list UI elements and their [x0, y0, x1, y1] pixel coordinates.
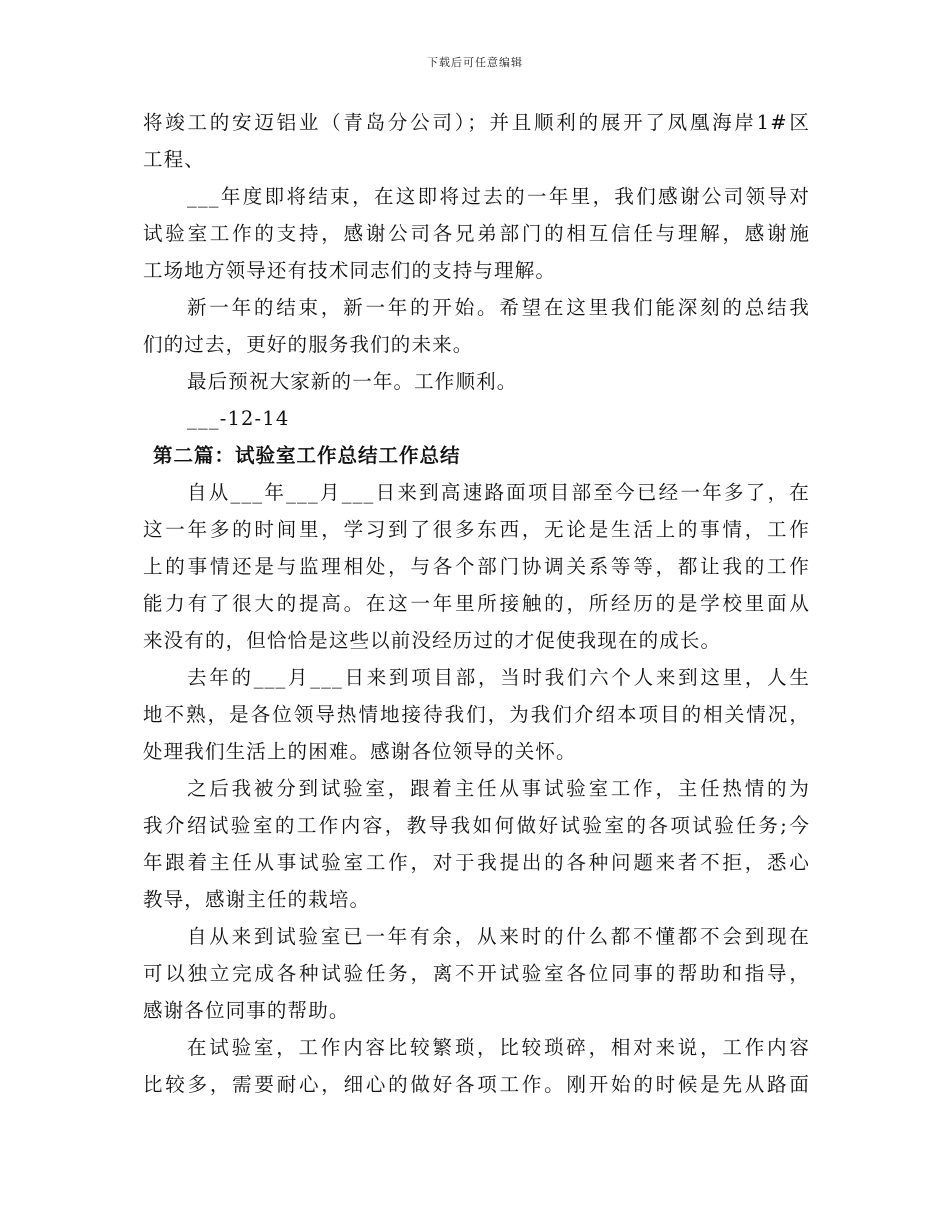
text-line: 们的过去，更好的服务我们的未来。: [143, 333, 474, 356]
text-line: 年跟着主任从事试验室工作，对于我提出的各种问题来者不拒，悉心: [143, 851, 810, 874]
paragraph-start-line: ___年度即将结束，在这即将过去的一年里，我们感谢公司领导对: [187, 185, 810, 208]
text-line: 比较多，需要耐心，细心的做好各项工作。刚开始的时候是先从路面: [143, 1073, 810, 1096]
text-line: 感谢各位同事的帮助。: [143, 999, 350, 1022]
paragraph-start-line: 去年的___月___日来到项目部，当时我们六个人来到这里，人生: [187, 666, 810, 689]
text-line: 地不熟，是各位领导热情地接待我们，为我们介绍本项目的相关情况，: [143, 703, 810, 726]
text-line: 工场地方领导还有技术同志们的支持与理解。: [143, 259, 557, 282]
text-line: 上的事情还是与监理相处，与各个部门协调关系等等，都让我的工作: [143, 555, 810, 578]
paragraph-start-line: 之后我被分到试验室，跟着主任从事试验室工作，主任热情的为: [187, 777, 810, 800]
paragraph-start-line: 新一年的结束，新一年的开始。希望在这里我们能深刻的总结我: [187, 296, 810, 319]
text-line: 可以独立完成各种试验任务，离不开试验室各位同事的帮助和指导，: [143, 962, 810, 985]
paragraph-start-line: 自从来到试验室已一年有余，从来时的什么都不懂都不会到现在: [187, 925, 810, 948]
section-heading: 第二篇：试验室工作总结工作总结: [153, 444, 461, 467]
paragraph-start-line: 在试验室，工作内容比较繁琐，比较琐碎，相对来说，工作内容: [187, 1036, 810, 1059]
text-line: 能力有了很大的提高。在这一年里所接触的，所经历的是学校里面从: [143, 592, 810, 615]
paragraph-start-line: 自从___年___月___日来到高速路面项目部至今已经一年多了，在: [187, 481, 810, 504]
text-line: 我介绍试验室的工作内容，教导我如何做好试验室的各项试验任务;今: [143, 814, 810, 837]
date-line: ___-12-14: [187, 407, 290, 430]
text-line: 教导，感谢主任的栽培。: [143, 888, 371, 911]
text-line: 处理我们生活上的困难。感谢各位领导的关怀。: [143, 740, 577, 763]
text-line: 试验室工作的支持，感谢公司各兄弟部门的相互信任与理解，感谢施: [143, 222, 810, 245]
text-line: 将竣工的安迈铝业（青岛分公司）；并且顺利的展开了凤凰海岸1#区: [143, 111, 810, 134]
text-line: 工程、: [143, 148, 205, 171]
document-body: [143, 104, 810, 1103]
paragraph-start-line: 最后预祝大家新的一年。工作顺利。: [187, 370, 518, 393]
text-line: 这一年多的时间里，学习到了很多东西，无论是生活上的事情，工作: [143, 518, 810, 541]
text-line: 来没有的，但恰恰是这些以前没经历过的才促使我现在的成长。: [143, 629, 722, 652]
page-header: 下载后可任意编辑: [427, 56, 523, 69]
